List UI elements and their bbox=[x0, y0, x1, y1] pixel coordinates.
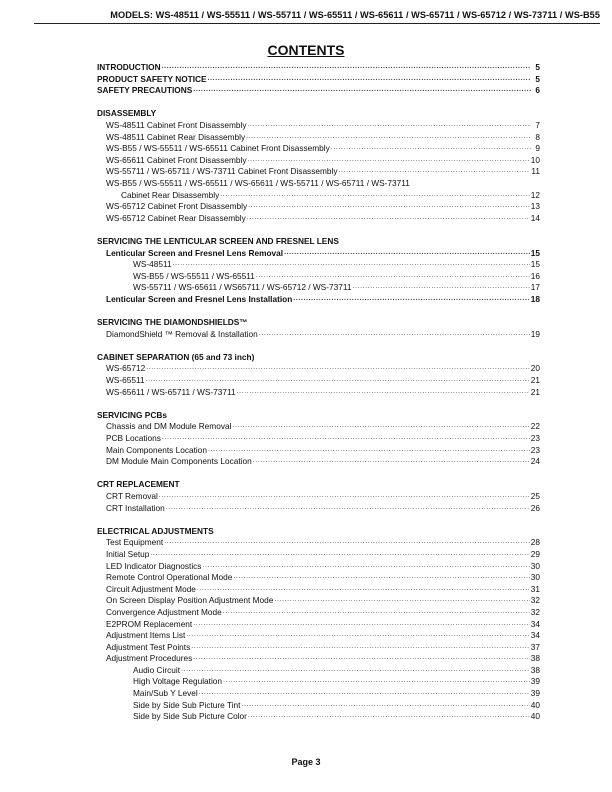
section-heading-diamondshield: SERVICING THE DIAMONDSHIELDS™ bbox=[97, 317, 248, 328]
dot-leader bbox=[223, 676, 530, 688]
dot-leader bbox=[150, 549, 529, 561]
toc-entry[interactable]: CRT Installation ..... 26 bbox=[97, 503, 540, 515]
toc-entry[interactable]: WS-65712 ..... 20 bbox=[97, 363, 540, 375]
toc-entry[interactable]: Chassis and DM Module Removal ..... 22 bbox=[97, 421, 540, 433]
section-heading-servicing-pcbs: SERVICING PCBs bbox=[97, 409, 167, 420]
page-title: CONTENTS bbox=[267, 42, 345, 58]
toc-entry[interactable]: Cabinet Rear Disassembly ..... 12 bbox=[97, 190, 540, 202]
section-heading-lenticular: SERVICING THE LENTICULAR SCREEN AND FRESNEL LENS bbox=[97, 235, 339, 246]
page-number: Page 3 bbox=[291, 757, 321, 767]
toc-entry[interactable]: WS-B55 / WS-55511 / WS-65511 Cabinet Front Disassembly ..... 9 bbox=[97, 143, 540, 155]
toc-entry[interactable]: WS-65611 Cabinet Front Disassembly ..... 10 bbox=[97, 155, 540, 167]
section-heading-crt-replacement: CRT REPLACEMENT bbox=[97, 479, 180, 490]
dot-leader bbox=[331, 143, 531, 155]
dot-leader bbox=[248, 201, 530, 213]
dot-leader bbox=[193, 653, 530, 665]
dot-leader bbox=[293, 294, 529, 306]
table-of-contents bbox=[97, 62, 540, 723]
dot-leader bbox=[162, 62, 531, 74]
dot-leader bbox=[223, 607, 530, 619]
dot-leader bbox=[199, 688, 530, 700]
toc-entry[interactable]: WS-65712 Cabinet Front Disassembly ..... 13 bbox=[97, 201, 540, 213]
toc-entry[interactable]: WS-55711 / WS-65611 / WS65711 / WS-65712 / WS-73711 ..... 17 bbox=[97, 282, 540, 294]
dot-leader bbox=[173, 259, 530, 271]
toc-subentry[interactable]: Main/Sub Y Level ..... 39 bbox=[97, 688, 540, 700]
toc-entry[interactable]: LED Indicator Diagnostics ..... 30 bbox=[97, 561, 540, 573]
dot-leader bbox=[248, 155, 530, 167]
dot-leader bbox=[220, 190, 530, 202]
toc-entry[interactable]: WS-55711 / WS-65711 / WS-73711 Cabinet Front Disassembly ..... 11 bbox=[97, 166, 540, 178]
toc-entry[interactable]: WS-65511 ..... 21 bbox=[97, 375, 540, 387]
toc-entry[interactable]: WS-65712 Cabinet Rear Disassembly ..... 14 bbox=[97, 213, 540, 225]
dot-leader bbox=[162, 433, 530, 445]
dot-leader bbox=[246, 132, 531, 144]
dot-leader bbox=[248, 711, 530, 723]
toc-entry[interactable]: Lenticular Screen and Fresnel Lens Installation ..... 18 bbox=[97, 294, 540, 306]
toc-subentry[interactable]: Audio Circuit ..... 38 bbox=[97, 665, 540, 677]
toc-entry[interactable]: Circuit Adjustment Mode ..... 31 bbox=[97, 584, 540, 596]
toc-entry-safety-precautions[interactable]: SAFETY PRECAUTIONS ..... 6 bbox=[97, 85, 540, 97]
section-heading-cabinet-separation: CABINET SEPARATION (65 and 73 inch) bbox=[97, 351, 255, 362]
toc-entry[interactable]: Remote Control Operational Mode ..... 30 bbox=[97, 572, 540, 584]
dot-leader bbox=[146, 375, 530, 387]
section-heading-disassembly: DISASSEMBLY bbox=[97, 108, 157, 119]
toc-subentry[interactable]: Side by Side Sub Picture Color ..... 40 bbox=[97, 711, 540, 723]
toc-entry[interactable]: WS-48511 Cabinet Rear Disassembly ..... 8 bbox=[97, 132, 540, 144]
toc-entry[interactable]: WS-48511 ..... 15 bbox=[97, 259, 540, 271]
dot-leader bbox=[181, 665, 530, 677]
toc-entry[interactable]: WS-B55 / WS-55511 / WS-65511 ..... 16 bbox=[97, 271, 540, 283]
toc-entry[interactable]: DM Module Main Components Location ..... 24 bbox=[97, 456, 540, 468]
toc-entry-product-safety-notice[interactable]: PRODUCT SAFETY NOTICE ..... 5 bbox=[97, 74, 540, 86]
dot-leader bbox=[247, 213, 530, 225]
dot-leader bbox=[208, 74, 531, 86]
toc-entry[interactable]: Adjustment Procedures ..... 38 bbox=[97, 653, 540, 665]
dot-leader bbox=[208, 445, 530, 457]
toc-entry[interactable]: Lenticular Screen and Fresnel Lens Removal ..... 15 bbox=[97, 248, 540, 260]
toc-entry[interactable]: Adjustment Items List ..... 34 bbox=[97, 630, 540, 642]
dot-leader bbox=[202, 561, 529, 573]
toc-entry[interactable]: WS-65611 / WS-65711 / WS-73711 ..... 21 bbox=[97, 387, 540, 399]
toc-entry-introduction[interactable]: INTRODUCTION ..... 5 bbox=[97, 62, 540, 74]
dot-leader bbox=[253, 456, 530, 468]
dot-leader bbox=[159, 491, 530, 503]
dot-leader bbox=[197, 584, 530, 596]
dot-leader bbox=[191, 642, 530, 654]
toc-entry[interactable]: On Screen Display Position Adjustment Mode ..... 32 bbox=[97, 595, 540, 607]
header-rule bbox=[34, 23, 600, 24]
dot-leader bbox=[186, 630, 529, 642]
dot-leader bbox=[274, 595, 529, 607]
dot-leader bbox=[232, 421, 529, 433]
dot-leader bbox=[233, 572, 529, 584]
dot-leader bbox=[259, 329, 530, 341]
toc-entry[interactable]: WS-48511 Cabinet Front Disassembly ..... 7 bbox=[97, 120, 540, 132]
toc-entry[interactable]: Convergence Adjustment Mode ..... 32 bbox=[97, 607, 540, 619]
dot-leader bbox=[166, 503, 530, 515]
toc-entry[interactable]: Test Equipment ..... 28 bbox=[97, 537, 540, 549]
dot-leader bbox=[193, 85, 531, 97]
dot-leader bbox=[352, 282, 529, 294]
toc-entry[interactable]: CRT Removal ..... 25 bbox=[97, 491, 540, 503]
toc-entry[interactable]: E2PROM Replacement ..... 34 bbox=[97, 619, 540, 631]
dot-leader bbox=[248, 120, 532, 132]
section-heading-electrical-adjustments: ELECTRICAL ADJUSTMENTS bbox=[97, 525, 214, 536]
dot-leader bbox=[241, 700, 529, 712]
dot-leader bbox=[256, 271, 530, 283]
dot-leader bbox=[339, 166, 531, 178]
dot-leader bbox=[146, 363, 530, 375]
toc-subentry[interactable]: Side by Side Sub Picture Tint ..... 40 bbox=[97, 700, 540, 712]
toc-entry[interactable]: Adjustment Test Points ..... 37 bbox=[97, 642, 540, 654]
toc-entry[interactable]: DiamondShield ™ Removal & Installation ..... 19 bbox=[97, 329, 540, 341]
dot-leader bbox=[164, 537, 530, 549]
toc-entry[interactable]: Main Components Location ..... 23 bbox=[97, 445, 540, 457]
dot-leader bbox=[284, 248, 530, 260]
dot-leader bbox=[237, 387, 530, 399]
models-header: MODELS: WS-48511 / WS-55511 / WS-55711 / WS-65511 / WS-65611 / WS-65711 / WS-65712 / WS-73711 / WS-B55 bbox=[110, 10, 600, 20]
toc-entry[interactable]: PCB Locations ..... 23 bbox=[97, 433, 540, 445]
toc-entry-continued[interactable]: WS-B55 / WS-55511 / WS-65511 / WS-65611 / WS-55711 / WS-65711 / WS-73711 bbox=[106, 177, 410, 188]
toc-subentry[interactable]: High Voltage Regulation ..... 39 bbox=[97, 676, 540, 688]
dot-leader bbox=[193, 619, 530, 631]
toc-entry[interactable]: Initial Setup ..... 29 bbox=[97, 549, 540, 561]
